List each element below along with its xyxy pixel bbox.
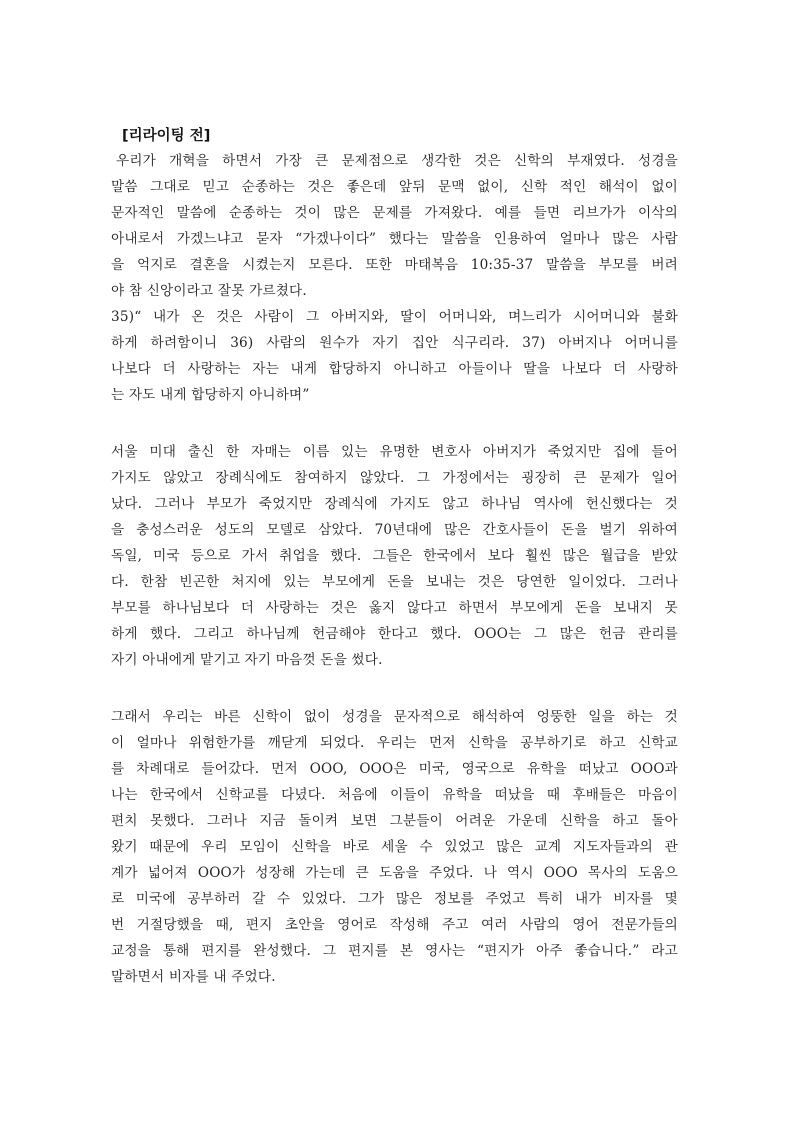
paragraph-1 [111,148,678,408]
text-line: 서울 미대 출신 한 자매는 이름 있는 유명한 변호사 아버지가 죽었지만 집에 들어 [111,444,678,460]
text-line: 편치 못했다. 그러나 지금 돌이켜 보면 그분들이 어려운 가운데 신학을 하고 돌아 [111,813,678,829]
text-line: 부모를 하나님보다 더 사랑하는 것은 옳지 않다고 하면서 부모에게 돈을 보내지 못 [111,600,678,616]
text-line: 로 미국에 공부하러 갈 수 있었다. 그가 많은 정보를 주었고 특히 내가 비자를 몇 [111,891,678,907]
text-line: 번 거절당했을 때, 편지 초안을 영어로 작성해 주고 여러 사람의 영어 전문가들의 [111,917,678,933]
text-line: 말하면서 비자를 내 주었다. [111,969,276,985]
text-line: 이 얼마나 위험한가를 깨닫게 되었다. 우리는 먼저 신학을 공부하기로 하고 신학교 [111,735,678,751]
text-line: 을 억지로 결혼을 시켰는지 모른다. 또한 마태복음 10:35-37 말씀을 부모를 버려 [111,257,678,273]
text-line: 가지도 않았고 장례식에도 참여하지 않았다. 그 가정에서는 굉장히 큰 문제가 일어 [111,470,678,486]
text-line: 아내로서 가겠느냐고 묻자 “가겠나이다” 했다는 말씀을 인용하여 얼마나 많은 사람 [111,231,678,247]
text-line: 문자적인 말씀에 순종하는 것이 많은 문제를 가져왔다. 예를 들면 리브가가 이삭의 [111,205,678,221]
text-line: 을 충성스러운 성도의 모델로 삼았다. 70년대에 많은 간호사들이 돈을 벌기 위하여 [111,522,678,538]
text-line: 하게 했다. 그리고 하나님께 헌금해야 한다고 했다. OOO는 그 많은 헌금 관리를 [111,626,678,642]
text-line: 나는 한국에서 신학교를 다녔다. 처음에 이들이 유학을 떠났을 때 후배들은 마음이 [111,787,678,803]
bible-quote-line: 하게 하려함이니 36) 사람의 원수가 자기 집안 식구리라. 37) 아버지나 어머니를 [111,335,678,351]
document-page [111,124,678,990]
document-title: [리라이팅 전] [122,128,211,144]
bible-quote-line: 35)“ 내가 온 것은 사람이 그 아버지와, 딸이 어머니와, 며느리가 시어머니와 불화 [111,309,678,325]
text-line: 났다. 그러나 부모가 죽었지만 장례식에 가지도 않고 하나님 역사에 헌신했다는 것 [111,496,678,512]
text-line: 야 참 신앙이라고 잘못 가르쳤다. [111,283,307,299]
text-line: 교정을 통해 편지를 완성했다. 그 편지를 본 영사는 “편지가 아주 좋습니다.” 라고 [111,943,678,959]
paragraph-3 [111,704,678,990]
text-line: 자기 아내에게 맡기고 자기 마음껏 돈을 썼다. [111,652,383,668]
paragraph-2 [111,439,678,673]
text-line: 다. 한참 빈곤한 처지에 있는 부모에게 돈을 보내는 것은 당연한 일이었다. 그러나 [111,574,678,590]
text-line: 왔기 때문에 우리 모임이 신학을 바로 세울 수 있었고 많은 교계 지도자들과의 관 [111,839,678,855]
text-line: 우리가 개혁을 하면서 가장 큰 문제점으로 생각한 것은 신학의 부재였다. 성경을 [116,153,678,169]
text-line: 계가 넓어져 OOO가 성장해 가는데 큰 도움을 주었다. 나 역시 OOO 목사의 도움으 [111,865,678,881]
bible-quote-line: 나보다 더 사랑하는 자는 내게 합당하지 아니하고 아들이나 딸을 나보다 더 사랑하 [111,361,678,377]
text-line: 그래서 우리는 바른 신학이 없이 성경을 문자적으로 해석하여 엉뚱한 일을 하는 것 [111,709,678,725]
text-line: 말씀 그대로 믿고 순종하는 것은 좋은데 앞뒤 문맥 없이, 신학 적인 해석이 없이 [111,179,678,195]
text-line: 독일, 미국 등으로 가서 취업을 했다. 그들은 한국에서 보다 훨씬 많은 월급을 받았 [111,548,678,564]
bible-quote-line: 는 자도 내게 합당하지 아니하며” [111,387,310,403]
text-line: 를 차례대로 들어갔다. 먼저 OOO, OOO은 미국, 영국으로 유학을 떠났고 OOO과 [111,761,678,777]
